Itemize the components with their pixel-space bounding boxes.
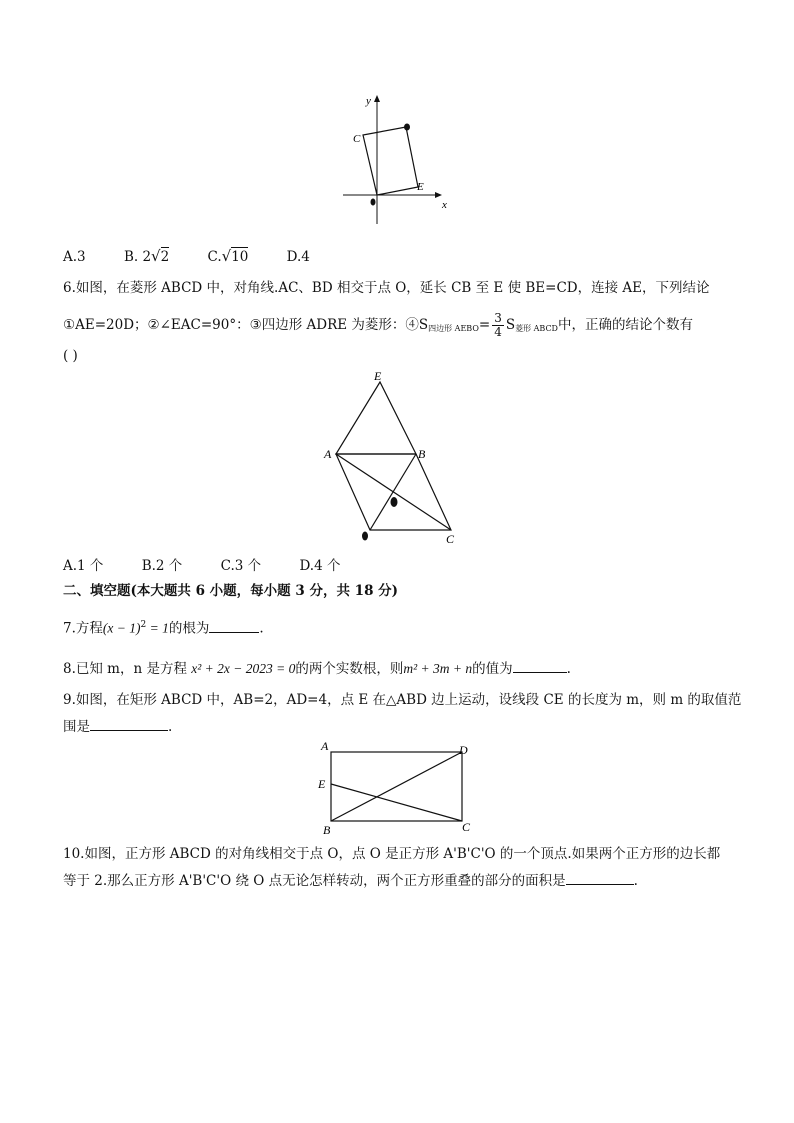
square-shape [363, 127, 418, 195]
option-b: B. 2√2 [123, 247, 170, 265]
label-c: C [462, 820, 471, 834]
label-e: E [417, 181, 424, 193]
rhombus-figure [318, 366, 468, 548]
answer-blank[interactable] [513, 659, 567, 673]
label-b: B [323, 823, 331, 837]
point-d-mark [362, 532, 368, 541]
answer-blank[interactable] [90, 717, 168, 731]
q6-answer-paren: ( ) [63, 348, 78, 364]
fraction: $\frac{3}{4}$ [494, 311, 502, 339]
label-c: C [446, 532, 455, 546]
diagonal-bd [370, 454, 416, 530]
label-c: C [353, 133, 361, 145]
option-b: B.2 个 [141, 558, 183, 574]
answer-blank[interactable] [209, 619, 259, 633]
origin-mark [371, 199, 376, 206]
label-y: y [366, 95, 371, 107]
segment-ce [331, 784, 462, 821]
option-a: A.3 [63, 249, 86, 265]
triangle-aeb [336, 382, 416, 454]
section-title: 二、填空题(本大题共 6 小题，每小题 3 分，共 18 分) [63, 583, 399, 599]
diagonal-bd [331, 752, 462, 821]
q9-line2: 围是 . [63, 719, 173, 735]
q10-line2: 等于 2.那么正方形 A'B'C'O 绕 O 点无论怎样转动，两个正方形重叠的部分的面积是 . [63, 873, 638, 889]
q5-options [63, 247, 344, 266]
label-d: D [459, 743, 468, 757]
q6-line1: 6.如图，在菱形 ABCD 中，对角线.AC、BD 相交于点 O，延长 CB 至 E 使 BE=CD，连接 AE，下列结论 [63, 280, 710, 296]
y-axis-arrow [374, 95, 380, 102]
option-d: D.4 [286, 249, 310, 265]
q7: 7.方程$(x - 1)^2 = 1$的根为 . [63, 620, 264, 637]
rectangle-figure [313, 738, 479, 838]
answer-blank[interactable] [566, 871, 634, 885]
label-b: B [418, 447, 426, 461]
label-a: A [321, 739, 329, 753]
label-e: E [374, 369, 382, 383]
point-o-mark [391, 497, 398, 507]
q8: 8.已知 m，n 是方程 x² + 2x − 2023 = 0的两个实数根，则m² + 3m + n的值为 . [63, 661, 571, 677]
option-c: C.√10 [207, 247, 249, 265]
coordinate-figure [335, 92, 460, 228]
option-c: C.3 个 [220, 558, 262, 574]
label-x: x [442, 199, 447, 211]
point-d-mark [404, 124, 410, 131]
q9-line1: 9.如图，在矩形 ABCD 中，AB=2，AD=4，点 E 在△ABD 边上运动，设线段 CE 的长度为 m，则 m 的取值范 [63, 692, 742, 708]
option-d: D.4 个 [299, 558, 341, 574]
label-a: A [324, 447, 332, 461]
q6-options [63, 557, 374, 575]
label-e: E [318, 777, 326, 791]
q10-line1: 10.如图，正方形 ABCD 的对角线相交于点 O，点 O 是正方形 A'B'C'O 的一个顶点.如果两个正方形的边长都 [63, 846, 721, 862]
option-a: A.1 个 [63, 558, 104, 574]
q6-line2: ①AE=20D；②∠EAC=90°：③四边形 ADRE 为菱形：$④S_{四边形 AEBO}=$ $\frac{3}{4}$ $S_{菱形 ABCD}$中，正确的结论个数有 [63, 311, 693, 339]
x-axis-arrow [435, 192, 442, 198]
